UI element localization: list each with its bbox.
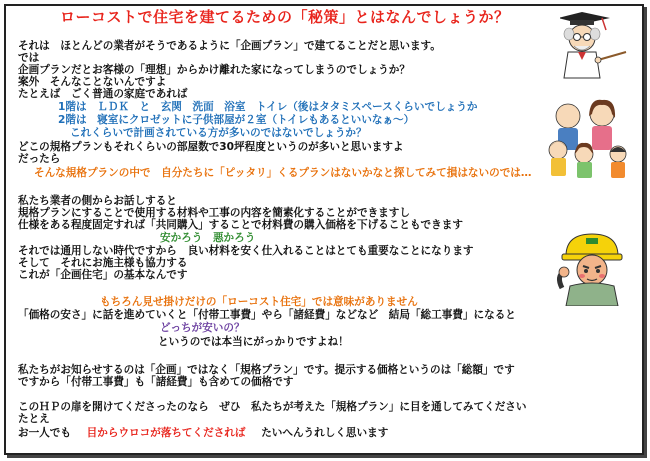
family-illustration-icon [540, 92, 640, 184]
text-line: では [18, 52, 40, 64]
text-line: 私たちがお知らせするのは「企画」ではなく「規格プラン」です。提示する価格というのは「総額」です [18, 364, 515, 376]
text-line: 案外 そんなことないんですよ [18, 76, 167, 88]
text-line: 私たち業者の側からお話しすると [18, 195, 177, 207]
text-line: このＨＰの扉を開けてくださったのなら ぜひ 私たちが考えた「規格プラン」に目を通してみてください [18, 401, 527, 413]
text-line-highlight: 2階は 寝室にクロゼットに子供部屋が２室（トイレもあるといいなぁ～） [58, 114, 415, 126]
text-line-highlight: 安かろう 悪かろう [160, 232, 256, 244]
text-line: だったら [18, 153, 61, 165]
text-line: 規格プランにすることで使用する材料や工事の内容を簡素化することができますし [18, 207, 410, 219]
text-line: これが「企画住宅」の基本なんです [18, 269, 188, 281]
closing-line-highlight: 目からウロコが落ちてくだされば [86, 427, 246, 439]
text-line: それは ほとんどの業者がそうであるように「企画プラン」で建てることだと思います。 [18, 40, 441, 52]
text-line: というのでは本当にがっかりですよね！ [158, 336, 349, 348]
text-line-highlight: これくらいで計画されている方が多いのではないでしょうか？ [70, 127, 367, 139]
text-line: 仕様をある程度固定すれば「共同購入」することで材料費の購入価格を下げることもできます [18, 219, 463, 231]
text-line: 企画プランだとお客様の「理想」からかけ離れた家になってしまうのでしょうか？ [18, 64, 410, 76]
text-line: そして それにお施主様も協力する [18, 257, 188, 269]
text-line-highlight: そんな規格プランの中で 自分たちに「ピッタリ」くるプランはないかなと探してみて損はないのでは… [34, 167, 532, 179]
closing-line [18, 427, 388, 439]
text-line: ですから「付帯工事費」も「諸経費」も含めての価格です [18, 376, 294, 388]
construction-worker-illustration-icon [552, 226, 640, 306]
text-line: それでは通用しない時代ですから 良い材料を安く仕入れることはとても重要なことになります [18, 245, 474, 257]
text-line: 「価格の安さ」に話を進めていくと「付帯工事費」やら「諸経費」などなど 結局「総工事費」になると [18, 309, 516, 321]
professor-illustration-icon [560, 8, 640, 80]
text-line: たとえば ごく普通の家庭であれば [18, 88, 188, 100]
text-line: たとえ [18, 413, 50, 425]
text-line-highlight: 1階は ＬＤＫ と 玄関 洗面 浴室 トイレ（後はタタミスペースくらいでしょうか [58, 101, 478, 113]
closing-line-start: お一人でも [18, 427, 71, 439]
text-line: どこの規格プランもそれくらいの部屋数で30坪程度というのが多いと思いますよ [18, 141, 404, 153]
closing-line-end: たいへんうれしく思います [261, 427, 389, 439]
text-line-highlight: もちろん見せ掛けだけの「ローコスト住宅」では意味がありません [100, 296, 418, 308]
text-line-highlight: どっちが安いの？ [160, 322, 245, 334]
page-title: ローコストで住宅を建てるための「秘策」とはなんでしょうか？ [60, 8, 510, 26]
